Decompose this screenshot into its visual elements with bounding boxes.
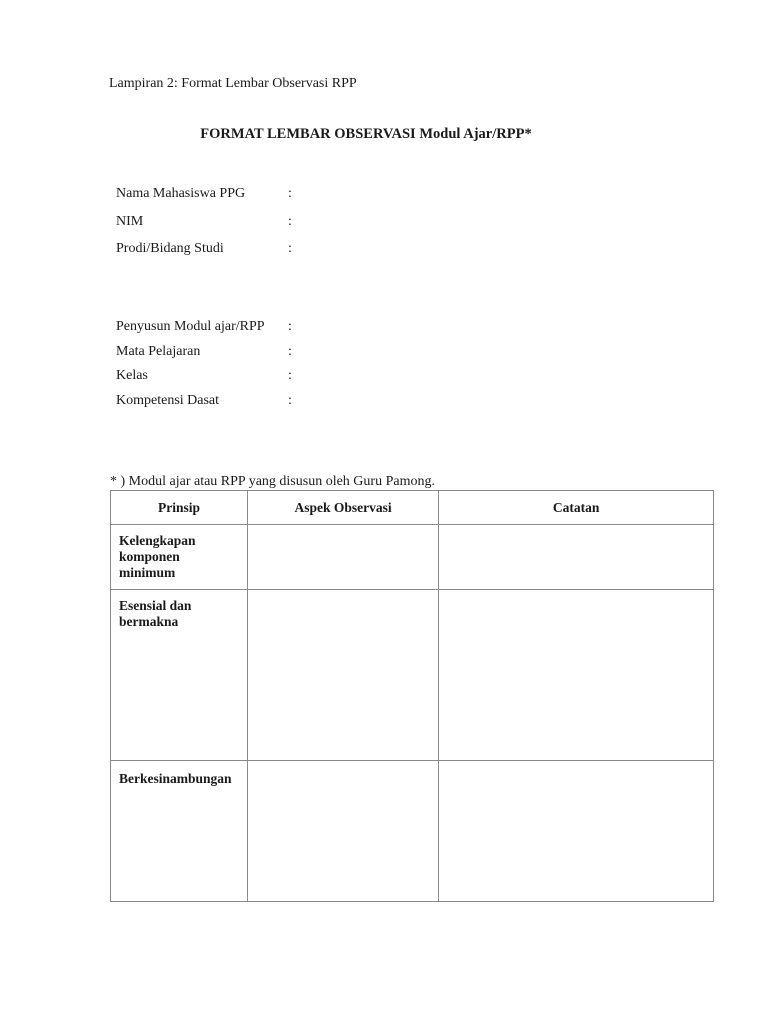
field-label: Kompetensi Dasat (116, 393, 220, 408)
cell-prinsip: Kelengkapan komponen minimum (111, 525, 248, 590)
field-kompetensi (116, 393, 292, 409)
field-label: Kelas (116, 368, 148, 383)
field-separator: : (288, 368, 292, 383)
cell-aspek[interactable] (247, 590, 438, 761)
cell-prinsip: Esensial dan bermakna (111, 590, 248, 761)
table-row (111, 590, 714, 761)
cell-aspek[interactable] (247, 525, 438, 590)
header-catatan: Catatan (439, 491, 714, 525)
field-separator: : (288, 393, 292, 408)
field-nama-mahasiswa (116, 186, 292, 202)
table-row (111, 525, 714, 590)
field-separator: : (288, 319, 292, 334)
table-header-row (111, 491, 714, 525)
field-mata-pelajaran (116, 344, 292, 360)
field-separator: : (288, 344, 292, 359)
cell-aspek[interactable] (247, 761, 438, 902)
cell-catatan[interactable] (439, 525, 714, 590)
field-separator: : (288, 241, 292, 256)
cell-catatan[interactable] (439, 590, 714, 761)
header-prinsip: Prinsip (111, 491, 248, 525)
observation-table (110, 490, 714, 902)
field-penyusun (116, 319, 292, 335)
document-title: FORMAT LEMBAR OBSERVASI Modul Ajar/RPP* (200, 126, 532, 142)
field-kelas (116, 368, 292, 384)
footnote: * ) Modul ajar atau RPP yang disusun oleh Guru Pamong. (110, 474, 435, 489)
header-aspek-observasi: Aspek Observasi (247, 491, 438, 525)
field-label: Mata Pelajaran (116, 344, 201, 359)
field-label: Nama Mahasiswa PPG (116, 186, 246, 201)
field-nim (116, 214, 292, 230)
field-label: Prodi/Bidang Studi (116, 241, 224, 256)
field-label: Penyusun Modul ajar/RPP (116, 319, 265, 334)
field-label: NIM (116, 214, 144, 229)
field-prodi (116, 241, 292, 257)
cell-prinsip: Berkesinambungan (111, 761, 248, 902)
appendix-title: Lampiran 2: Format Lembar Observasi RPP (109, 76, 357, 91)
table-row (111, 761, 714, 902)
cell-catatan[interactable] (439, 761, 714, 902)
field-separator: : (288, 214, 292, 229)
field-separator: : (288, 186, 292, 201)
